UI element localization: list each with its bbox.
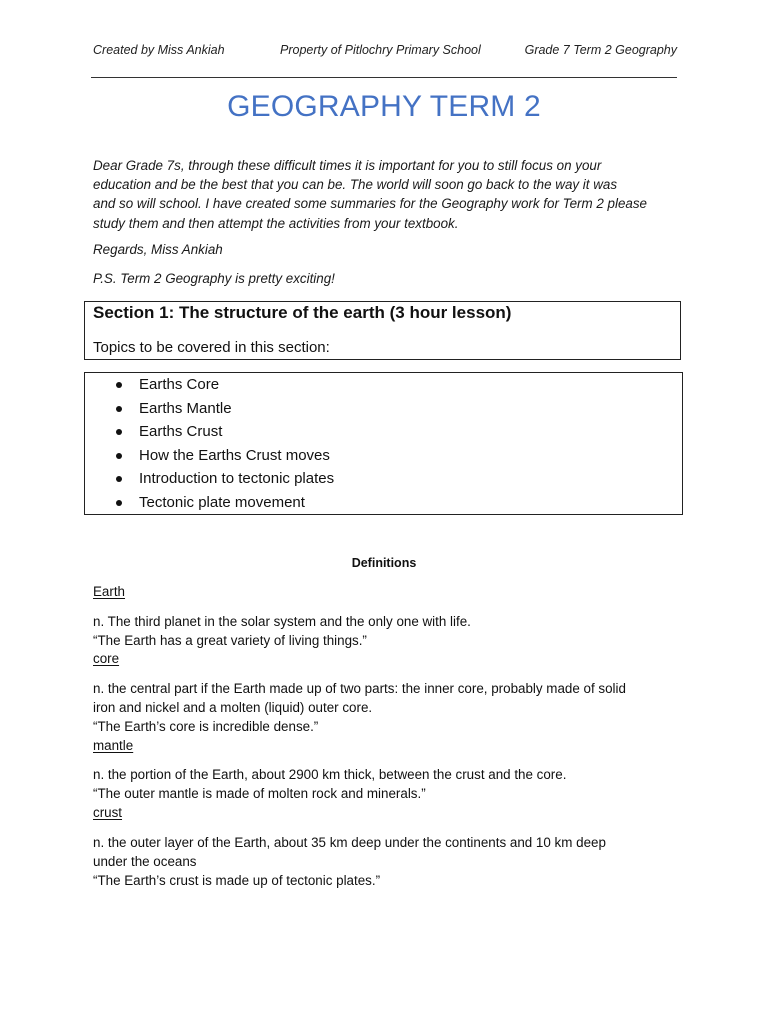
page-title: GEOGRAPHY TERM 2 bbox=[227, 90, 541, 123]
definition-body-mantle bbox=[93, 765, 693, 803]
topic-label: Earths Mantle bbox=[139, 399, 232, 417]
definition-term-core: core bbox=[93, 651, 120, 666]
intro-paragraph bbox=[93, 156, 681, 233]
definition-line: iron and nickel and a molten (liquid) outer core. bbox=[93, 700, 373, 716]
topic-label: How the Earths Crust moves bbox=[139, 446, 330, 464]
intro-regards: Regards, Miss Ankiah bbox=[93, 242, 223, 257]
bullet-icon bbox=[116, 453, 122, 459]
bullet-icon bbox=[116, 476, 122, 482]
definition-line: n. the portion of the Earth, about 2900 km thick, between the crust and the core. bbox=[93, 767, 567, 782]
definition-line: n. the outer layer of the Earth, about 35 km deep under the continents and 10 km deep bbox=[93, 835, 606, 850]
definition-example: “The outer mantle is made of molten rock and minerals.” bbox=[93, 786, 426, 802]
bullet-icon bbox=[116, 500, 122, 506]
section-subtitle: Topics to be covered in this section: bbox=[93, 339, 330, 356]
intro-line: and so will school. I have created some summaries for the Geography work for Term 2 please bbox=[93, 196, 647, 212]
definition-body-core bbox=[93, 679, 693, 737]
bullet-icon bbox=[116, 382, 122, 388]
definition-body-crust bbox=[93, 833, 693, 891]
header-divider bbox=[91, 77, 677, 78]
intro-line: Dear Grade 7s, through these difficult times it is important for you to still focus on your bbox=[93, 158, 602, 173]
section-title: Section 1: The structure of the earth (3 hour lesson) bbox=[93, 303, 512, 322]
topic-label: Earths Crust bbox=[139, 423, 223, 440]
intro-postscript: P.S. Term 2 Geography is pretty exciting! bbox=[93, 271, 335, 286]
topic-label: Tectonic plate movement bbox=[139, 493, 305, 511]
definitions-heading: Definitions bbox=[351, 556, 417, 570]
definition-term-earth: Earth bbox=[93, 584, 126, 599]
intro-line: study them and then attempt the activities from your textbook. bbox=[93, 215, 459, 231]
page-header bbox=[93, 43, 677, 59]
definition-example: “The Earth’s crust is made up of tectonic plates.” bbox=[93, 873, 381, 889]
definition-line: n. The third planet in the solar system and the only one with life. bbox=[93, 614, 471, 629]
header-subject: Grade 7 Term 2 Geography bbox=[524, 43, 677, 57]
bullet-icon bbox=[116, 429, 122, 435]
intro-line: education and be the best that you can be. The world will soon go back to the way it was bbox=[93, 177, 618, 193]
header-school: Property of Pitlochry Primary School bbox=[280, 43, 481, 57]
definition-line: n. the central part if the Earth made up of two parts: the inner core, probably made of solid bbox=[93, 681, 626, 696]
definition-example: “The Earth has a great variety of living things.” bbox=[93, 633, 367, 649]
topic-label: Introduction to tectonic plates bbox=[139, 470, 335, 487]
header-author: Created by Miss Ankiah bbox=[93, 43, 225, 57]
definition-body-earth bbox=[93, 612, 693, 650]
definition-line: under the oceans bbox=[93, 854, 197, 870]
definition-term-crust: crust bbox=[93, 805, 123, 820]
topic-label: Earths Core bbox=[139, 376, 220, 393]
bullet-icon bbox=[116, 406, 122, 412]
definition-term-mantle: mantle bbox=[93, 738, 134, 753]
definition-example: “The Earth’s core is incredible dense.” bbox=[93, 719, 319, 735]
